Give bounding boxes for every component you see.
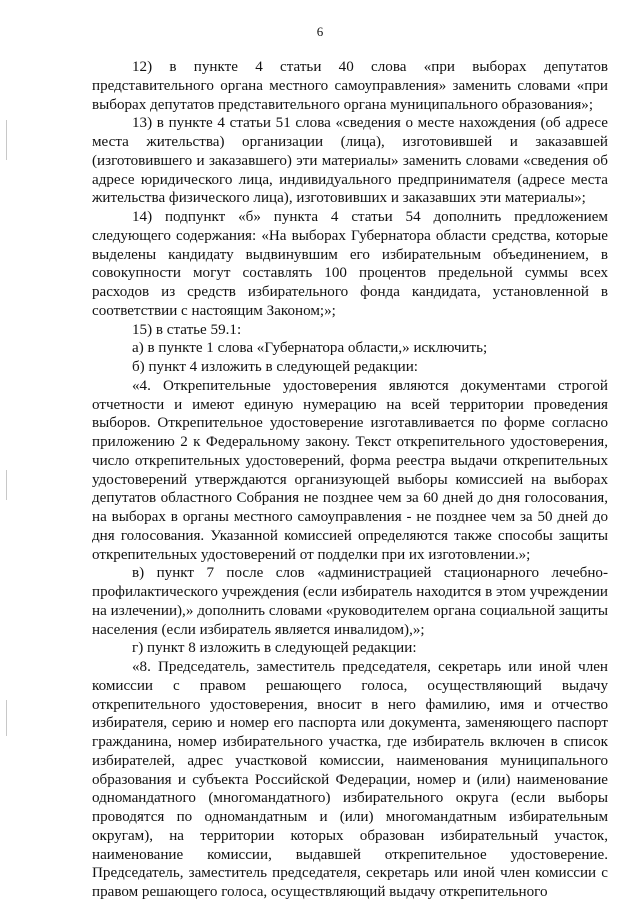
document-body: [92, 58, 608, 902]
page-number: 6: [316, 24, 324, 39]
scan-edge-mark: [6, 700, 7, 736]
quoted-clause-8: «8. Председатель, заместитель председателя, секретарь или иной член комиссии с правом решающего голоса, осуществляющий выдачу открепительного удостоверения, вносит в него фамилию, имя и отчество избирателя, серию и номер его паспорта или документа, заменяющего паспорт гражданина, номер избирательного участка, где избиратель включен в список избирателей, адрес участковой комиссии, наименования муниципального образования и субъекта Российской Федерации, номер и (или) наименование одномандатного (многомандатного) избирательного округа (если выборы проводятся по одномандатным и (или) многомандатным избирательным округам), на территории которых образован избирательный участок, наименование комиссии, выдавшей открепительное удостоверение. Председатель, заместитель председателя, секретарь или иной член комиссии с правом решающего голоса, осуществляющий выдачу открепительного: [92, 659, 608, 900]
paragraph-subitem-a: а) в пункте 1 слова «Губернатора области,» исключить;: [132, 340, 488, 357]
scan-edge-mark: [6, 120, 7, 160]
scan-edge-mark: [6, 470, 7, 500]
paragraph-subitem-v: в) пункт 7 после слов «администрацией стационарного лечебно-профилактического учреждения (если избиратель находится в этом учреждении на излечении),» дополнить словами «руководителем органа социальной защиты населения (если избиратель является инвалидом),»;: [92, 565, 608, 638]
paragraph-item-14: 14) подпункт «б» пункта 4 статьи 54 дополнить предложением следующего содержания: «На выборах Губернатора области средства, которые выделены кандидату выдвинувшим его избирательным объединением, в совокупности могут составлять 100 процентов предельной суммы всех расходов из средств избирательного фонда кандидата, установленной в соответствии с настоящим Законом;»;: [92, 209, 608, 319]
paragraph-subitem-b: б) пункт 4 изложить в следующей редакции:: [132, 359, 418, 375]
paragraph-item-15: 15) в статье 59.1:: [132, 321, 242, 338]
paragraph-subitem-g: г) пункт 8 изложить в следующей редакции:: [132, 640, 417, 657]
quoted-clause-4: «4. Открепительные удостоверения являются документами строгой отчетности и имеют единую нумерацию на всей территории проведения выборов. Открепительное удостоверение изготавливается по форме согласно приложению 2 к Федеральному закону. Текст открепительного удостоверения, число открепительных удостоверений, форма реестра выдачи открепительных удостоверений утверждаются организующей выборы комиссией на выборах депутатов областного Собрания не позднее чем за 60 дней до дня голосования, на выборах в органы местного самоуправления - не позднее чем за 50 дней до дня голосования. Указанной комиссией определяются также способы защиты открепительных удостоверений от подделки при их изготовлении.»;: [92, 377, 608, 563]
paragraph-item-13: 13) в пункте 4 статьи 51 слова «сведения о месте нахождения (об адресе места жительства) организации (лица), изготовившей и заказавшей (изготовившего и заказавшего) эти материалы» заменить словами «сведения об адресе юридического лица, индивидуального предпринимателя (адресе места жительства физического лица), изготовивших и заказавших эти материалы»;: [92, 115, 608, 207]
paragraph-item-12: 12) в пункте 4 статьи 40 слова «при выборах депутатов представительного органа местного самоуправления» заменить словами «при выборах депутатов представительного органа муниципального образования»;: [92, 59, 608, 113]
